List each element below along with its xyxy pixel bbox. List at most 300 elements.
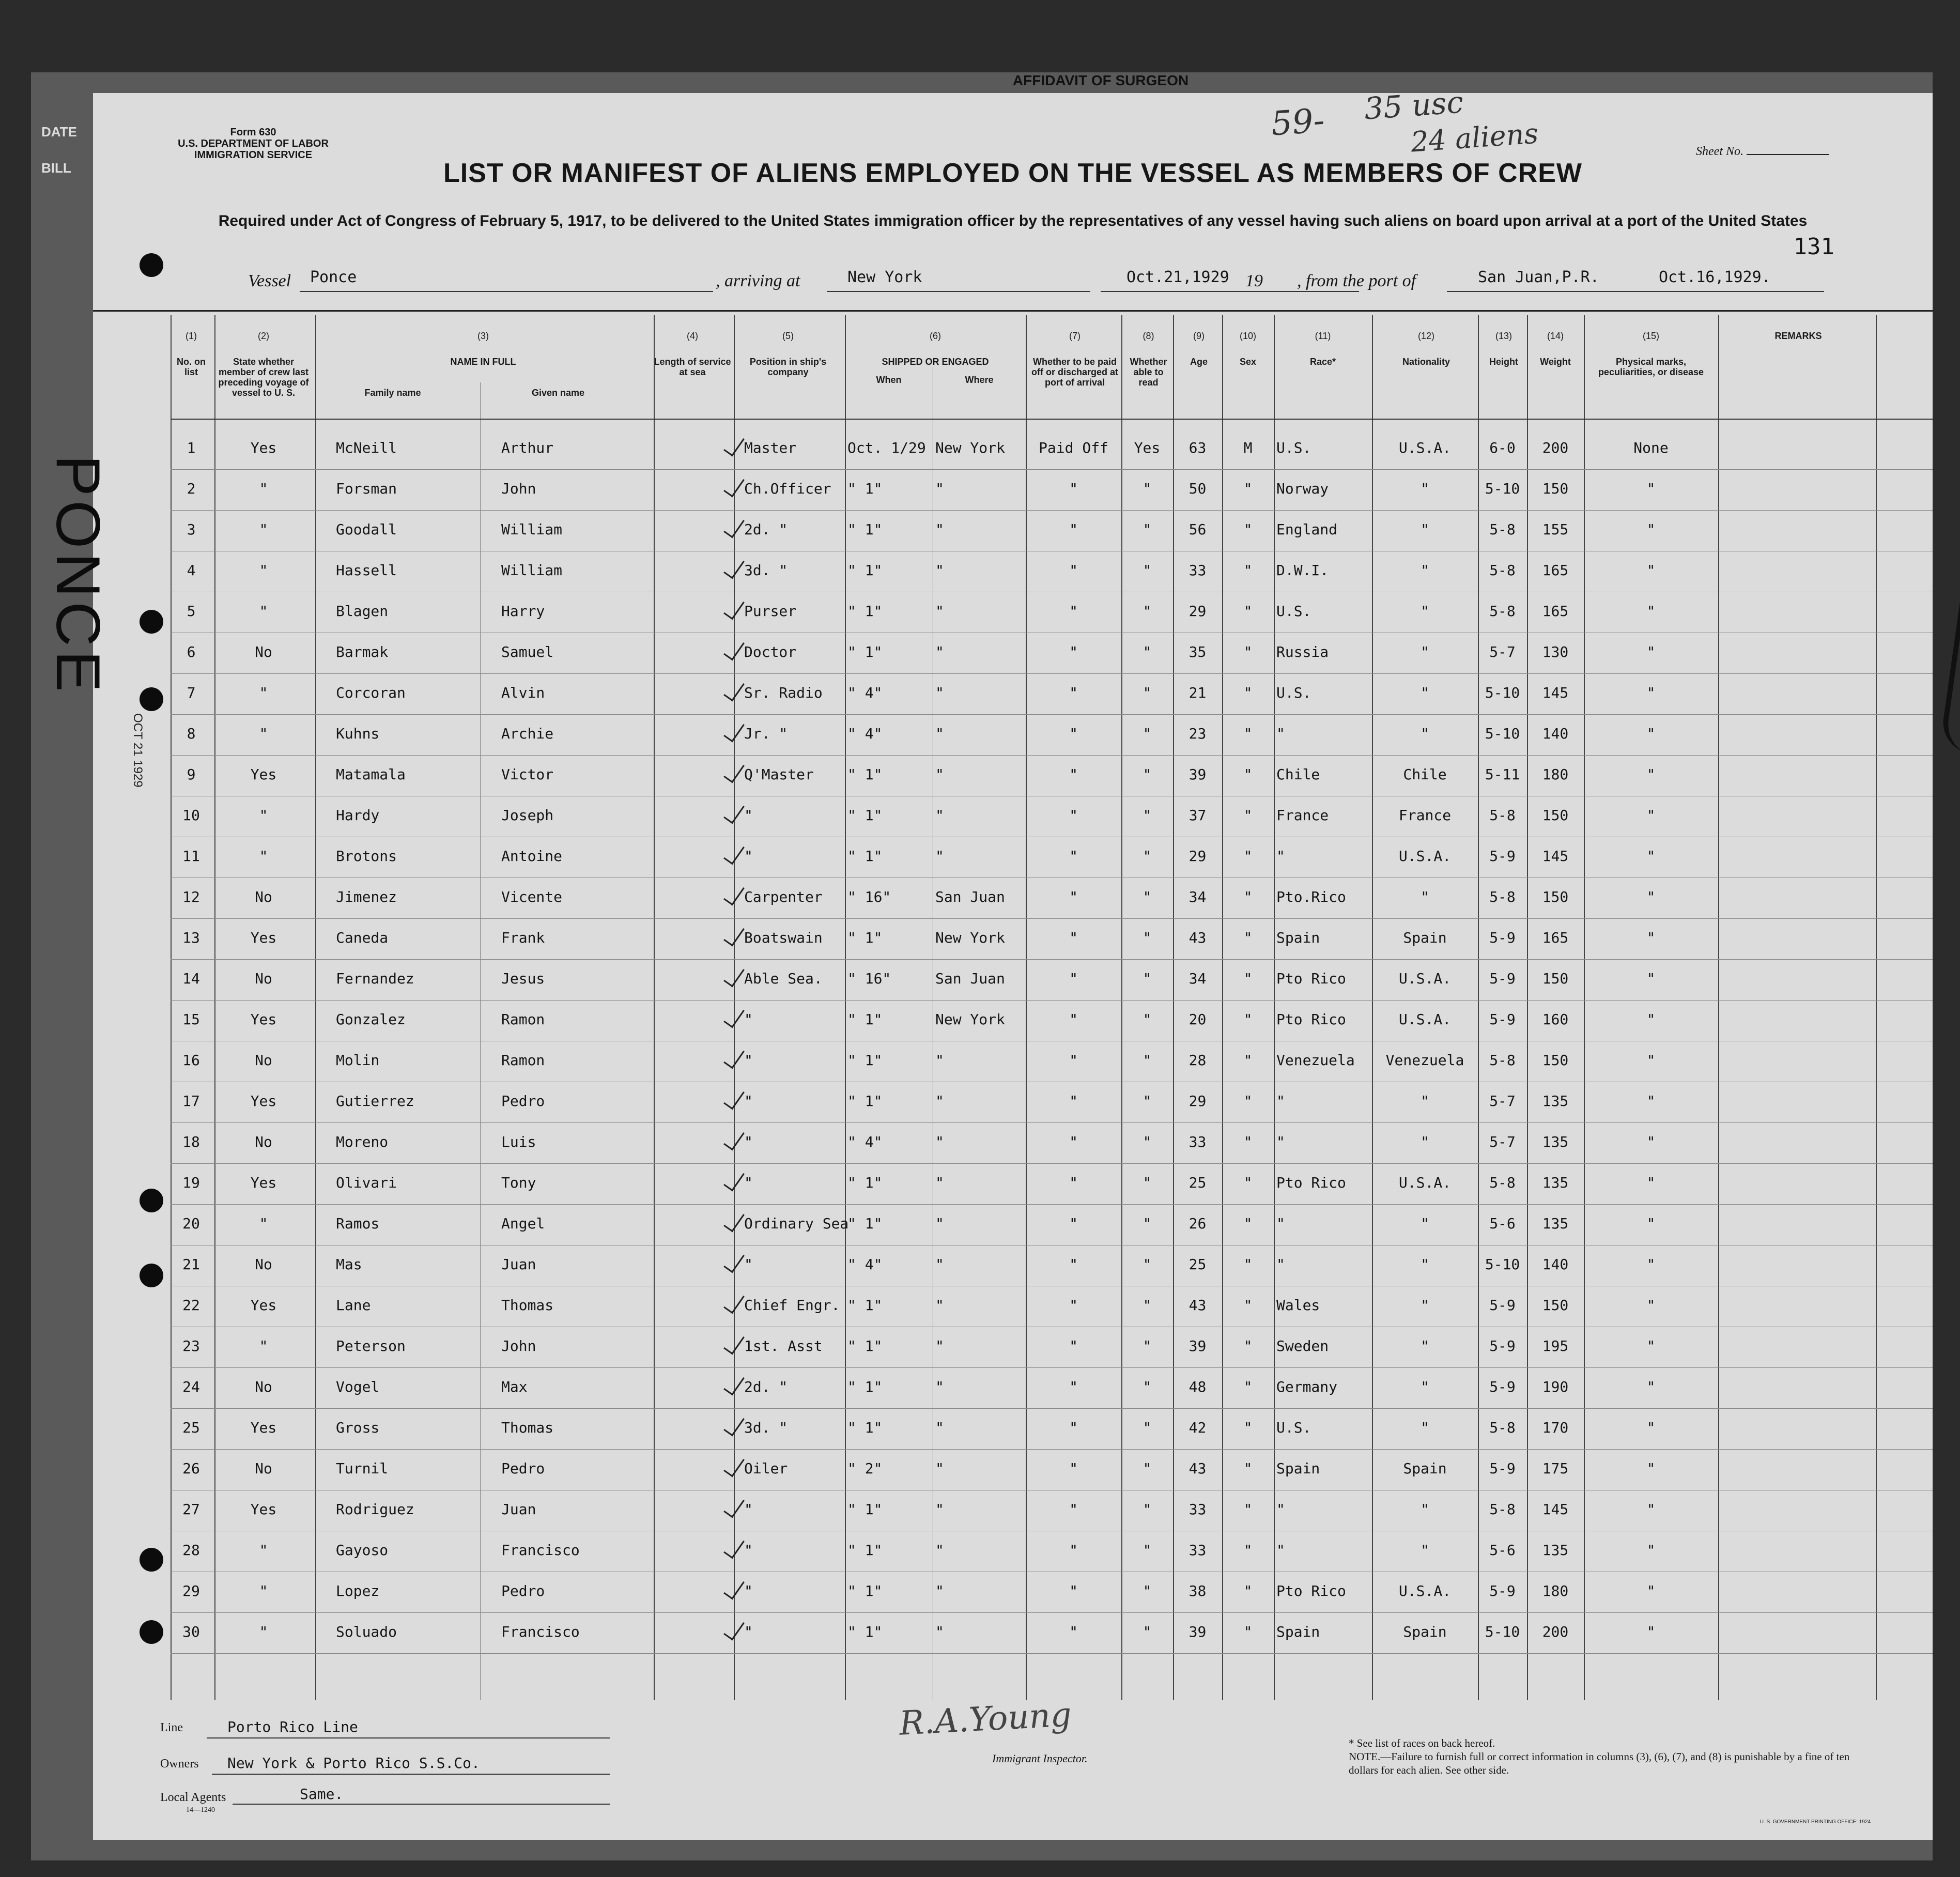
row-divider — [171, 1653, 1933, 1654]
document-title: LIST OR MANIFEST OF ALIENS EMPLOYED ON THE VESSEL AS MEMBERS OF CREW — [443, 158, 1582, 188]
cell-weight: 145 — [1542, 848, 1569, 865]
cell-height: 5-10 — [1485, 684, 1520, 701]
cell-sex: " — [1243, 766, 1253, 783]
check-mark — [723, 556, 745, 579]
cell-no: 2 — [187, 480, 196, 497]
cell-height: 5-10 — [1485, 1623, 1520, 1640]
check-mark — [723, 637, 745, 661]
cell-when: " 1" — [847, 848, 883, 865]
cell-sex: " — [1243, 1174, 1253, 1191]
cell-when: Oct. 1/29 — [847, 439, 926, 456]
cell-when: " 1" — [847, 1174, 883, 1191]
check-mark — [723, 1045, 745, 1069]
cell-given: Thomas — [501, 1297, 554, 1314]
cell-where: " — [935, 643, 944, 660]
cell-nat: " — [1421, 725, 1429, 742]
cell-marks: " — [1646, 929, 1656, 946]
cell-position: Boatswain — [744, 929, 823, 946]
cell-marks: " — [1646, 1011, 1656, 1028]
cell-height: 5-8 — [1489, 1419, 1516, 1436]
cell-no: 23 — [182, 1337, 200, 1355]
cell-height: 5-8 — [1489, 1052, 1516, 1069]
cell-family: Lane — [336, 1297, 371, 1314]
form-identifier — [176, 127, 331, 161]
remarks-header: REMARKS — [1774, 331, 1822, 341]
cell-read: " — [1143, 562, 1152, 579]
row-divider — [171, 510, 1933, 511]
cell-where: " — [935, 1174, 944, 1191]
cell-age: 38 — [1189, 1582, 1207, 1599]
cell-prev: " — [259, 684, 268, 701]
cell-marks: " — [1646, 1378, 1656, 1395]
cell-marks: " — [1646, 603, 1656, 620]
cell-read: " — [1143, 1052, 1152, 1069]
owners-value: New York & Porto Rico S.S.Co. — [227, 1755, 480, 1772]
cell-prev: " — [259, 725, 268, 742]
arrival-date: Oct.21,1929 — [1126, 268, 1229, 286]
cell-read: " — [1143, 603, 1152, 620]
cell-where: " — [935, 1337, 944, 1355]
cell-prev: Yes — [250, 1297, 277, 1314]
cell-family: Gross — [336, 1419, 380, 1436]
cell-when: " 4" — [847, 1133, 883, 1150]
cell-sex: " — [1243, 970, 1253, 987]
cell-age: 42 — [1189, 1419, 1207, 1436]
family-name-subheader: Family name — [364, 388, 421, 398]
check-mark — [723, 964, 745, 988]
cell-paid: " — [1069, 603, 1078, 620]
line-value: Porto Rico Line — [227, 1718, 358, 1735]
vessel-line — [248, 268, 1824, 292]
cell-weight: 150 — [1542, 807, 1569, 824]
cell-nat: " — [1421, 1093, 1429, 1110]
cell-weight: 145 — [1542, 1501, 1569, 1518]
cell-nat: U.S.A. — [1398, 970, 1452, 987]
cell-prev: No — [255, 1256, 272, 1273]
column-divider — [1121, 315, 1122, 1700]
cell-no: 14 — [182, 970, 200, 987]
cell-given: Ramon — [501, 1011, 545, 1028]
cell-marks: " — [1646, 684, 1656, 701]
date-bill-stub — [41, 114, 77, 186]
cell-family: Jimenez — [336, 888, 397, 905]
cell-prev: No — [255, 1378, 272, 1395]
cell-family: Fernandez — [336, 970, 414, 987]
bill-stub-label: BILL — [41, 160, 71, 176]
cell-given: William — [501, 562, 563, 579]
date-margin-stamp: OCT 21 1929 — [131, 713, 145, 788]
line-underline — [207, 1737, 610, 1738]
cell-no: 18 — [182, 1133, 200, 1150]
cell-nat: " — [1421, 1256, 1429, 1273]
cell-when: " 1" — [847, 521, 883, 538]
cell-given: Pedro — [501, 1582, 545, 1599]
cell-paid: " — [1069, 970, 1078, 987]
cell-weight: 150 — [1542, 1297, 1569, 1314]
cell-no: 7 — [187, 684, 196, 701]
cell-paid: " — [1069, 1501, 1078, 1518]
cell-when: " 2" — [847, 1460, 883, 1477]
cell-nat: Venezuela — [1385, 1052, 1464, 1069]
cell-sex: " — [1243, 480, 1253, 497]
cell-prev: " — [259, 1582, 268, 1599]
cell-position: " — [744, 1582, 753, 1599]
date-stub-label: DATE — [41, 124, 77, 140]
cell-when: " 1" — [847, 766, 883, 783]
cell-race: England — [1276, 521, 1338, 538]
cell-age: 37 — [1189, 807, 1207, 824]
cell-weight: 155 — [1542, 521, 1569, 538]
column-divider — [1222, 315, 1223, 1700]
cell-weight: 140 — [1542, 1256, 1569, 1273]
cell-marks: " — [1646, 1256, 1656, 1273]
cell-given: William — [501, 521, 563, 538]
cell-where: " — [935, 725, 944, 742]
manifest-sheet — [41, 72, 1933, 1840]
cell-height: 5-8 — [1489, 603, 1516, 620]
cell-read: Yes — [1134, 439, 1161, 456]
cell-family: Moreno — [336, 1133, 389, 1150]
cell-position: 3d. " — [744, 1419, 788, 1436]
cell-age: 48 — [1189, 1378, 1207, 1395]
column-divider — [1718, 315, 1719, 1700]
cell-marks: " — [1646, 725, 1656, 742]
cell-paid: " — [1069, 725, 1078, 742]
cell-family: Goodall — [336, 521, 397, 538]
cell-when: " 16" — [847, 970, 891, 987]
cell-paid: " — [1069, 1093, 1078, 1110]
cell-weight: 160 — [1542, 1011, 1569, 1028]
check-mark — [723, 596, 745, 620]
date-underline — [1101, 291, 1359, 292]
cell-position: " — [744, 1542, 753, 1559]
cell-no: 30 — [182, 1623, 200, 1640]
cell-where: New York — [935, 439, 1005, 456]
cell-family: Forsman — [336, 480, 397, 497]
cell-prev: Yes — [250, 1174, 277, 1191]
cell-sex: " — [1243, 1093, 1253, 1110]
cell-position: 2d. " — [744, 1378, 788, 1395]
cell-where: " — [935, 848, 944, 865]
cell-nat: France — [1398, 807, 1452, 824]
cell-when: " 16" — [847, 888, 891, 905]
cell-position: " — [744, 1256, 753, 1273]
cell-read: " — [1143, 1582, 1152, 1599]
cell-when: " 4" — [847, 1256, 883, 1273]
cell-where: " — [935, 521, 944, 538]
cell-marks: None — [1633, 439, 1669, 456]
cell-position: " — [744, 1011, 753, 1028]
cell-no: 21 — [182, 1256, 200, 1273]
cell-read: " — [1143, 643, 1152, 660]
cell-given: Vicente — [501, 888, 563, 905]
cell-paid: " — [1069, 929, 1078, 946]
cell-marks: " — [1646, 643, 1656, 660]
col-12-header: (12) Nationality — [1402, 331, 1450, 367]
check-mark — [723, 923, 745, 947]
agents-label: Local Agents — [160, 1791, 226, 1804]
cell-family: Mas — [336, 1256, 362, 1273]
cell-prev: Yes — [250, 1501, 277, 1518]
cell-age: 39 — [1189, 1623, 1207, 1640]
owners-underline — [212, 1774, 610, 1775]
cell-given: Pedro — [501, 1093, 545, 1110]
cell-family: Lopez — [336, 1582, 380, 1599]
cell-when: " 1" — [847, 1297, 883, 1314]
crew-manifest-table — [171, 315, 1933, 1700]
cell-race: " — [1276, 848, 1285, 865]
check-mark — [723, 1290, 745, 1314]
cell-marks: " — [1646, 807, 1656, 824]
check-mark — [723, 1005, 745, 1028]
cell-age: 33 — [1189, 562, 1207, 579]
cell-given: Archie — [501, 725, 554, 742]
cell-nat: " — [1421, 1337, 1429, 1355]
cell-sex: M — [1243, 439, 1253, 456]
col-4-header: (4) Length of service at sea — [654, 331, 731, 377]
cell-marks: " — [1646, 1623, 1656, 1640]
cell-paid: " — [1069, 684, 1078, 701]
cell-age: 35 — [1189, 643, 1207, 660]
cell-no: 19 — [182, 1174, 200, 1191]
cell-position: Sr. Radio — [744, 684, 823, 701]
cell-age: 23 — [1189, 725, 1207, 742]
cell-position: Chief Engr. — [744, 1297, 840, 1314]
cell-no: 20 — [182, 1215, 200, 1232]
cell-race: Pto Rico — [1276, 1011, 1346, 1028]
cell-nat: U.S.A. — [1398, 1174, 1452, 1191]
cell-nat: " — [1421, 1501, 1429, 1518]
cell-given: Thomas — [501, 1419, 554, 1436]
cell-age: 29 — [1189, 1093, 1207, 1110]
cell-prev: " — [259, 1542, 268, 1559]
check-mark — [723, 1372, 745, 1396]
cell-given: Alvin — [501, 684, 545, 701]
cell-weight: 150 — [1542, 1052, 1569, 1069]
cell-given: Juan — [501, 1501, 536, 1518]
cell-weight: 130 — [1542, 643, 1569, 660]
cell-paid: " — [1069, 1542, 1078, 1559]
row-divider — [171, 1408, 1933, 1409]
cell-sex: " — [1243, 848, 1253, 865]
cell-age: 43 — [1189, 929, 1207, 946]
cell-when: " 4" — [847, 725, 883, 742]
cell-sex: " — [1243, 521, 1253, 538]
cell-read: " — [1143, 521, 1152, 538]
column-divider — [1584, 315, 1585, 1700]
cell-no: 13 — [182, 929, 200, 946]
cell-race: " — [1276, 1501, 1285, 1518]
cell-family: Gayoso — [336, 1542, 389, 1559]
cell-weight: 150 — [1542, 970, 1569, 987]
cell-weight: 195 — [1542, 1337, 1569, 1355]
cell-given: Francisco — [501, 1542, 580, 1559]
cell-family: Gutierrez — [336, 1093, 414, 1110]
cell-family: Turnil — [336, 1460, 389, 1477]
cell-where: San Juan — [935, 970, 1005, 987]
cell-no: 3 — [187, 521, 196, 538]
cell-position: Master — [744, 439, 797, 456]
cell-sex: " — [1243, 684, 1253, 701]
column-divider — [1876, 315, 1877, 1700]
cell-weight: 135 — [1542, 1093, 1569, 1110]
cell-paid: " — [1069, 807, 1078, 824]
cell-paid: " — [1069, 480, 1078, 497]
punch-hole — [140, 687, 163, 711]
service-name: IMMIGRATION SERVICE — [194, 149, 313, 161]
cell-marks: " — [1646, 1582, 1656, 1599]
cell-race: U.S. — [1276, 684, 1311, 701]
cell-no: 28 — [182, 1542, 200, 1559]
cell-age: 39 — [1189, 1337, 1207, 1355]
cell-sex: " — [1243, 562, 1253, 579]
cell-height: 5-9 — [1489, 1297, 1516, 1314]
cell-nat: " — [1421, 1542, 1429, 1559]
cell-age: 56 — [1189, 521, 1207, 538]
cell-read: " — [1143, 1297, 1152, 1314]
races-note: * See list of races on back hereof. — [1349, 1737, 1495, 1749]
cell-read: " — [1143, 1337, 1152, 1355]
cell-prev: Yes — [250, 1011, 277, 1028]
cell-family: Matamala — [336, 766, 406, 783]
cell-sex: " — [1243, 1542, 1253, 1559]
cell-position: Carpenter — [744, 888, 823, 905]
cell-where: " — [935, 807, 944, 824]
vessel-label: Vessel — [248, 271, 291, 290]
cell-position: Doctor — [744, 643, 797, 660]
cell-where: " — [935, 1378, 944, 1395]
punch-hole — [140, 253, 163, 277]
cell-where: " — [935, 1419, 944, 1436]
cell-prev: Yes — [250, 929, 277, 946]
cell-sex: " — [1243, 1460, 1253, 1477]
cell-height: 5-9 — [1489, 1460, 1516, 1477]
cell-prev: " — [259, 562, 268, 579]
cell-prev: " — [259, 1337, 268, 1355]
cell-race: " — [1276, 1133, 1285, 1150]
cell-given: Juan — [501, 1256, 536, 1273]
cell-weight: 140 — [1542, 725, 1569, 742]
cell-marks: " — [1646, 1215, 1656, 1232]
document-subtitle: Required under Act of Congress of February 5, 1917, to be delivered to the United States immigration officer by the representatives of any vessel having such aliens on board upon arrival at a port of the United States — [218, 212, 1808, 229]
cell-paid: " — [1069, 1297, 1078, 1314]
cell-family: Vogel — [336, 1378, 380, 1395]
cell-family: McNeill — [336, 439, 397, 456]
cell-read: " — [1143, 929, 1152, 946]
cell-read: " — [1143, 1419, 1152, 1436]
cell-paid: " — [1069, 643, 1078, 660]
cell-height: 5-9 — [1489, 1337, 1516, 1355]
from-port-label: , from the port of — [1297, 271, 1416, 290]
cell-nat: Spain — [1403, 929, 1447, 946]
cell-where: San Juan — [935, 888, 1005, 905]
cell-sex: " — [1243, 1582, 1253, 1599]
cell-paid: " — [1069, 1256, 1078, 1273]
cell-sex: " — [1243, 1337, 1253, 1355]
col-6-header: (6) SHIPPED OR ENGAGED — [882, 331, 989, 367]
col-1-header: (1) No. on list — [177, 331, 206, 377]
col-3-header: (3) NAME IN FULL — [450, 331, 516, 367]
cell-weight: 165 — [1542, 562, 1569, 579]
cell-prev: No — [255, 1133, 272, 1150]
check-mark — [723, 1454, 745, 1478]
cell-race: Pto Rico — [1276, 970, 1346, 987]
form-number: Form 630 — [230, 127, 276, 138]
departure-port: San Juan,P.R. — [1478, 268, 1599, 286]
ponce-margin-stamp: PONCE — [43, 455, 113, 696]
cell-read: " — [1143, 684, 1152, 701]
check-mark — [723, 1617, 745, 1641]
cell-age: 21 — [1189, 684, 1207, 701]
col-8-header: (8) Whether able to read — [1130, 331, 1167, 388]
line-label: Line — [160, 1721, 183, 1734]
cell-marks: " — [1646, 970, 1656, 987]
cell-when: " 1" — [847, 562, 883, 579]
cell-weight: 165 — [1542, 929, 1569, 946]
cell-when: " 1" — [847, 1337, 883, 1355]
col-15-header: (15) Physical marks, peculiarities, or disease — [1598, 331, 1704, 377]
check-mark — [723, 1413, 745, 1437]
cell-race: Germany — [1276, 1378, 1338, 1395]
cell-prev: No — [255, 1460, 272, 1477]
cell-race: Venezuela — [1276, 1052, 1355, 1069]
cell-age: 25 — [1189, 1174, 1207, 1191]
row-divider — [171, 1612, 1933, 1613]
column-divider — [1478, 315, 1479, 1700]
check-mark — [723, 801, 745, 824]
column-divider — [654, 315, 655, 1700]
cell-no: 24 — [182, 1378, 200, 1395]
check-mark — [723, 1127, 745, 1151]
cell-marks: " — [1646, 1460, 1656, 1477]
cell-paid: " — [1069, 1174, 1078, 1191]
cell-given: Tony — [501, 1174, 536, 1191]
cell-read: " — [1143, 1133, 1152, 1150]
cell-when: " 1" — [847, 929, 883, 946]
cell-given: Max — [501, 1378, 528, 1395]
agents-value: Same. — [300, 1786, 344, 1803]
cell-age: 39 — [1189, 766, 1207, 783]
cell-marks: " — [1646, 1337, 1656, 1355]
cell-position: Oiler — [744, 1460, 788, 1477]
column-divider — [315, 315, 316, 1700]
arriving-label: , arriving at — [716, 271, 800, 290]
cell-family: Caneda — [336, 929, 389, 946]
cell-where: " — [935, 603, 944, 620]
cell-family: Brotons — [336, 848, 397, 865]
cell-given: Francisco — [501, 1623, 580, 1640]
cell-height: 6-0 — [1489, 439, 1516, 456]
cell-age: 26 — [1189, 1215, 1207, 1232]
cell-family: Blagen — [336, 603, 389, 620]
cell-where: " — [935, 1256, 944, 1273]
punch-hole — [140, 1189, 163, 1212]
cell-when: " 1" — [847, 643, 883, 660]
cell-prev: Yes — [250, 1093, 277, 1110]
cell-height: 5-8 — [1489, 562, 1516, 579]
cell-no: 4 — [187, 562, 196, 579]
cell-sex: " — [1243, 1215, 1253, 1232]
cell-when: " 1" — [847, 480, 883, 497]
check-mark — [723, 1576, 745, 1600]
cell-where: " — [935, 1093, 944, 1110]
cell-nat: U.S.A. — [1398, 439, 1452, 456]
cell-prev: " — [259, 521, 268, 538]
cell-paid: " — [1069, 1337, 1078, 1355]
row-divider — [171, 1122, 1933, 1123]
row-divider — [171, 755, 1933, 756]
cell-family: Soluado — [336, 1623, 397, 1640]
